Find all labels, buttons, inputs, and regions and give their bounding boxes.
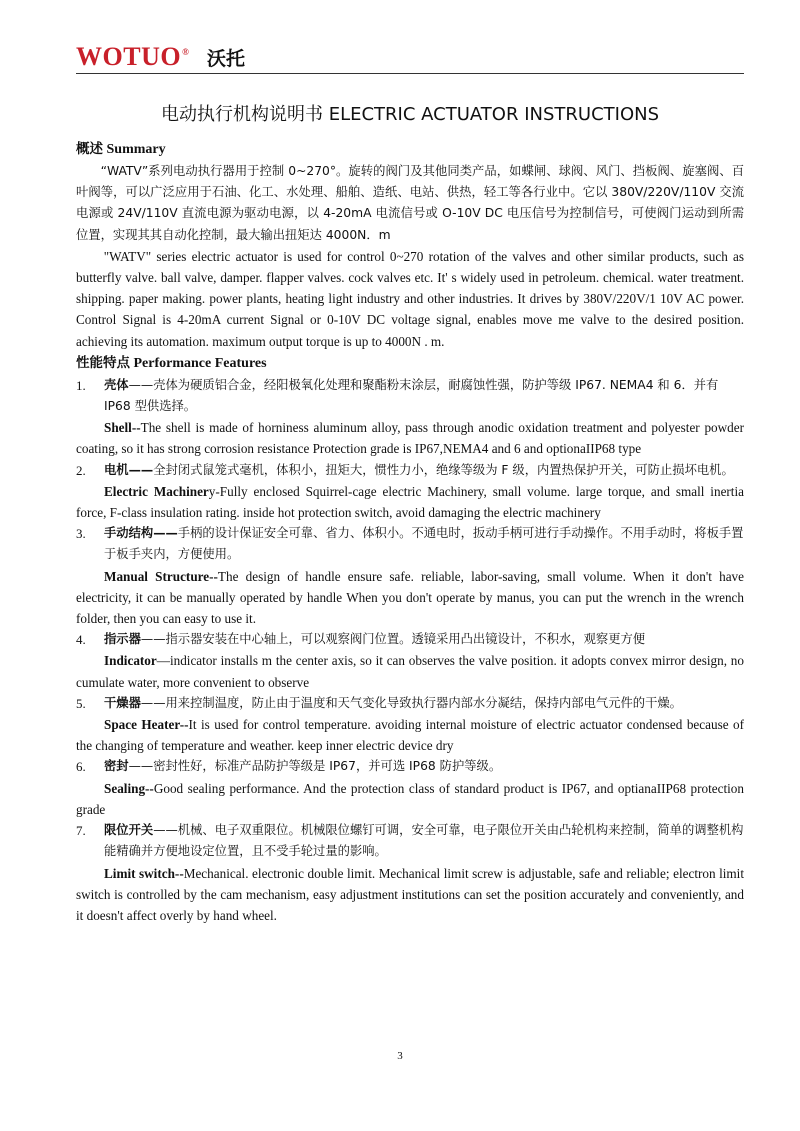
feature-item-6-cn: 6. 密封——密封性好，标准产品防护等级是 IP67，并可选 IP68 防护等级。	[76, 759, 502, 775]
page-header	[76, 38, 744, 74]
feature-item-5-cn: 5. 干燥器——用来控制温度，防止由于温度和天气变化导致执行器内部水分凝结，保持内部电气元件的干燥。	[76, 695, 682, 711]
feature-item-3-cn: 3. 手动结构——手柄的设计保证安全可靠、省力、体积小。不通电时，扳动手柄可进行手动操作。不用手动时，将板手置于板手夹内，方便使用。	[76, 526, 744, 562]
feature-item-7-cn: 7. 限位开关——机械、电子双重限位。机械限位螺钉可调，安全可靠，电子限位开关由凸轮机构来控制，简单的调整机构能精确并方便地设定位置，且不受手轮过量的影响。	[76, 823, 744, 859]
header-divider	[76, 73, 744, 74]
document-body	[76, 138, 744, 926]
feature-item-4-en: Indicator—indicator installs m the center axis, so it can observes the valve position. it adopts convex mirror design, no cumulate water, more convenient to observe	[76, 653, 744, 690]
brand-name-cn: 沃托	[207, 48, 246, 70]
page-number: 3	[397, 1050, 403, 1062]
feature-item-2-en: Electric Machinery-Fully enclosed Squirrel-cage electric Machinery, small volume. large torque, and small inertia force, F-class insulation rating. inside hot protection switch, avoid damaging the electric machinery	[76, 483, 744, 521]
feature-item-7-en: Limit switch--Mechanical. electronic double limit. Mechanical limit screw is adjustable, safe and reliable; electron limit switch is controlled by the cam mechanism, easy adjustment institutions can set the position accurately and conveniently, and it doesn't affect overly by hand wheel.	[76, 865, 744, 923]
feature-item-1-en: Shell--The shell is made of horniness aluminum alloy, pass through anodic oxidation treatment and polyester powder coating, so it has strong corrosion resistance Protection grade is IP67,NEMA4 and 6 and optionaIIP68 type	[76, 420, 744, 457]
features-heading: 性能特点 Performance Features	[76, 354, 267, 371]
summary-en-paragraph: "WATV" series electric actuator is used for control 0~270 rotation of the valves and other similar products, such as butterfly valve. ball valve, damper. flapper valves. cock valves etc. It' s widely used in petroleum. chemical. water treatment. shipping. paper making. power plants, heating light industry and other industries. It drives by 380V/220V/1 10V AC power. Control Signal is 4-20mA current Signal or 0-10V DC voltage signal, enables move me valve to the desired position. achieving its automation. maximum output torque is up to 4000N . m.	[76, 248, 744, 349]
feature-item-6-en: Sealing--Good sealing performance. And the protection class of standard product is IP67, and optianaIIP68 protection grade	[76, 780, 744, 817]
feature-item-1-cn: 1. 壳体——壳体为硬质铝合金，经阳极氧化处理和聚酯粉末涂层，耐腐蚀性强，防护等级 IP67. NEMA4 和 6．并有 IP68 型供选择。	[76, 377, 719, 414]
feature-item-3-en: Manual Structure--The design of handle ensure safe. reliable, labor-saving, small volume. When it don't have electricity, it can be manually operated by handle When you don't operate by manus, you can put the wrench in the wrench folder, then you can easy to use it.	[76, 568, 745, 627]
feature-item-4-cn: 4. 指示器——指示器安装在中心轴上，可以观察阀门位置。透镜采用凸出镜设计，不积水，观察更方便	[76, 632, 646, 648]
feature-item-2-cn: 2. 电机——全封闭式鼠笼式毫机，体积小，扭矩大，惯性力小，绝缘等级为 F 级，内置热保护开关，可防止损坏电机。	[76, 462, 734, 478]
summary-heading: 概述 Summary	[76, 141, 166, 157]
summary-cn-paragraph: “WATV”系列电动执行器用于控制 0~270°。旋转的阀门及其他同类产品，如蝶闸、球阀、风门、挡板阀、旋塞阀、百叶阀等，可以广泛应用于石油、化工、水处理、船舶、造纸、电站、供热，轻工等各行业中。它以 380V/220V/110V 交流电源或 24V/110V 直流电源为驱动电源，以 4-20mA 电流信号或 O-10V DC 电压信号为控制信号，可使阀门运动到所需位置，实现其其自动化控制，最大输出扭矩达 4000N．m	[76, 164, 744, 242]
brand-logo: WOTUO®	[76, 42, 190, 71]
document-title: 电动执行机构说明书 ELECTRIC ACTUATOR INSTRUCTIONS	[160, 104, 659, 125]
feature-item-5-en: Space Heater--It is used for control temperature. avoiding internal moisture of electric actuator condensed because of the changing of temperature and weather. keep inner electric device dry	[76, 717, 744, 754]
